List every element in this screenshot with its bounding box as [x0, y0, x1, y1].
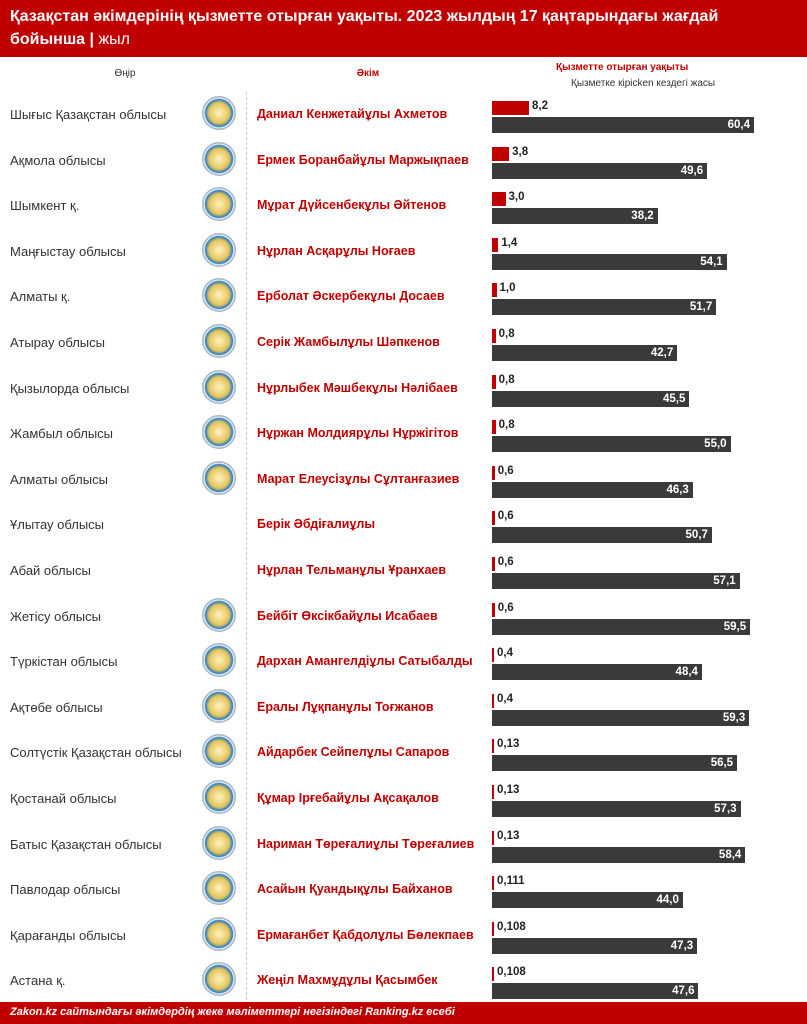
region-label: Шығыс Қазақстан облысы [10, 107, 167, 122]
tenure-bar [492, 785, 494, 799]
region-label: Солтүстік Қазақстан облысы [10, 745, 182, 761]
chart-row [0, 548, 807, 594]
region-label: Ақмола облысы [10, 152, 106, 168]
tenure-value-label: 0,13 [497, 784, 520, 796]
region-emblem-icon [202, 187, 236, 221]
tenure-bar [492, 192, 506, 206]
chart-row [0, 92, 807, 138]
tenure-bar [492, 831, 494, 845]
tenure-value-label: 1,4 [501, 236, 518, 249]
region-label: Алматы қ. [10, 289, 71, 305]
region-label: Ақтөбе облысы [10, 699, 103, 715]
region-label: Маңғыстау облысы [10, 243, 126, 259]
region-label: Шымкент қ. [10, 198, 80, 214]
tenure-value-label: 3,0 [508, 191, 525, 204]
age-value-label: 58,4 [718, 848, 742, 861]
region-column-header: Өңір [114, 68, 136, 79]
region-label: Батыс Қазақстан облысы [10, 836, 162, 852]
age-value-label: 38,2 [631, 210, 654, 223]
tenure-bar [492, 922, 494, 936]
region-emblem-icon [202, 461, 236, 495]
chart-row [0, 594, 807, 640]
region-label: Қостанай облысы [10, 791, 117, 806]
tenure-value-label: 0,8 [498, 373, 515, 386]
age-value-label: 50,7 [685, 529, 708, 542]
age-value-label: 49,6 [680, 164, 704, 177]
age-value-label: 47,3 [670, 939, 694, 952]
chart-row [0, 502, 807, 548]
chart-row [0, 913, 807, 959]
region-label: Абай облысы [10, 563, 91, 578]
region-emblem-icon [202, 826, 236, 860]
region-label: Павлодар облысы [10, 882, 121, 898]
region-emblem-icon [202, 96, 236, 130]
akim-name: Асайын Қуандықұлы Байханов [257, 882, 453, 897]
region-label: Ұлытау облысы [10, 517, 105, 533]
chart-row [0, 958, 807, 1004]
age-value-label: 45,5 [662, 392, 686, 405]
akim-name: Ермағанбет Қабдолұлы Бөлекпаев [257, 927, 474, 942]
region-emblem-icon [202, 917, 236, 951]
tenure-bar [492, 694, 494, 708]
region-label: Қарағанды облысы [10, 927, 126, 943]
region-emblem-icon [202, 780, 236, 814]
title-separator: | [85, 31, 99, 48]
tenure-value-label: 0,13 [497, 829, 520, 842]
tenure-value-label: 0,108 [497, 920, 526, 933]
akim-column-header: Әкім [356, 68, 380, 79]
chart-row [0, 730, 807, 776]
tenure-bar [492, 375, 496, 389]
tenure-bar [492, 283, 497, 297]
akim-name: Айдарбек Сейпелұлы Сапаров [257, 745, 450, 760]
tenure-value-label: 3,8 [512, 145, 529, 158]
age-series-header: Қызметке кірісken кездегі жасы [571, 78, 716, 89]
tenure-value-label: 0,111 [497, 875, 525, 888]
chart-title-bar [0, 0, 807, 57]
chart-row [0, 457, 807, 503]
tenure-bar [492, 603, 495, 617]
age-value-label: 59,5 [723, 620, 747, 633]
tenure-value-label: 0,4 [497, 647, 513, 660]
region-emblem-icon [202, 324, 236, 358]
chart-title: Қазақстан әкімдерінің қызметте отырған уақыты. 2023 жылдың 17 қаңтарындағы жағдай бойынша [10, 8, 719, 48]
region-label: Қызылорда облысы [10, 380, 130, 396]
chart-unit: жыл [98, 31, 130, 48]
age-value-label: 56,5 [710, 757, 734, 770]
tenure-bar [492, 466, 495, 480]
akim-name: Ермек Боранбайұлы Маржықпаев [257, 152, 469, 167]
region-label: Алматы облысы [10, 471, 108, 487]
region-label: Атырау облысы [10, 335, 105, 350]
akim-name: Серік Жамбылұлы Шәпкенов [257, 335, 440, 349]
tenure-bar [492, 101, 529, 115]
age-value-label: 46,3 [666, 483, 689, 496]
region-emblem-icon [202, 598, 236, 632]
age-value-label: 42,7 [650, 347, 674, 359]
akim-name: Нұрлыбек Мәшбекұлы Нәлібаев [257, 380, 458, 395]
akim-name: Нұрлан Тельманұлы Ұранхаев [257, 563, 447, 577]
tenure-value-label: 0,108 [497, 966, 526, 979]
age-value-label: 57,1 [713, 575, 736, 587]
age-value-label: 54,1 [700, 255, 723, 268]
age-value-label: 47,6 [672, 985, 695, 998]
region-emblem-icon [202, 370, 236, 404]
chart-row [0, 639, 807, 685]
tenure-bar [492, 648, 494, 662]
akim-name: Ералы Лұқпанұлы Тоғжанов [257, 699, 434, 714]
tenure-bar [492, 967, 494, 981]
age-value-label: 59,3 [722, 711, 746, 724]
tenure-series-header: Қызметте отырған уақыты [556, 62, 689, 73]
region-label: Жетісу облысы [10, 608, 101, 624]
region-emblem-icon [202, 278, 236, 312]
chart-row [0, 183, 807, 229]
region-emblem-icon [202, 415, 236, 449]
tenure-value-label: 0,6 [497, 556, 514, 568]
tenure-bar [492, 511, 495, 525]
chart-row [0, 320, 807, 366]
tenure-bar [492, 739, 494, 753]
akim-name: Мұрат Дүйсенбекұлы Әйтенов [257, 198, 447, 213]
chart-row [0, 776, 807, 822]
region-label: Жамбыл облысы [10, 426, 114, 442]
tenure-value-label: 0,4 [497, 692, 513, 705]
tenure-value-label: 0,6 [497, 464, 514, 477]
akim-name: Даниал Кенжетайұлы Ахметов [257, 107, 448, 121]
region-emblem-icon [202, 643, 236, 677]
akim-name: Дархан Амангелдіұлы Сатыбалды [257, 654, 473, 669]
age-value-label: 57,3 [714, 803, 737, 815]
tenure-bar [492, 876, 494, 890]
tenure-value-label: 1,0 [499, 282, 516, 295]
region-emblem-icon [202, 962, 236, 996]
region-label: Астана қ. [10, 973, 66, 989]
chart-row [0, 366, 807, 412]
tenure-bar [492, 238, 498, 252]
tenure-bar [492, 147, 509, 161]
region-emblem-icon [202, 871, 236, 905]
tenure-bar [492, 329, 496, 343]
age-value-label: 60,4 [727, 119, 750, 131]
akim-name: Марат Елеусізұлы Сұлтанғазиев [257, 471, 460, 486]
age-value-label: 48,4 [675, 666, 698, 679]
tenure-value-label: 0,6 [497, 601, 514, 614]
region-emblem-icon [202, 233, 236, 267]
akim-name: Берік Әбдіғалиұлы [257, 517, 376, 532]
tenure-value-label: 8,2 [532, 100, 548, 112]
chart-row [0, 229, 807, 275]
tenure-bar [492, 420, 496, 434]
region-label: Түркістан облысы [10, 654, 118, 670]
akim-name: Нұржан Молдиярұлы Нұржігітов [257, 426, 459, 441]
age-value-label: 44,0 [656, 894, 679, 907]
region-emblem-icon [202, 142, 236, 176]
tenure-value-label: 0,8 [498, 328, 515, 340]
chart-row [0, 274, 807, 320]
source-footer: Zakon.kz сайтындағы әкімдердің жеке мәліметтері негізіндегі Ranking.kz есебі [0, 1002, 807, 1024]
age-value-label: 51,7 [689, 301, 713, 314]
akim-name: Бейбіт Өксікбайұлы Исабаев [257, 608, 438, 623]
chart-row [0, 867, 807, 913]
akim-name: Нұрлан Асқарұлы Ноғаев [257, 243, 416, 258]
chart-row [0, 685, 807, 731]
region-emblem-icon [202, 689, 236, 723]
chart-row [0, 138, 807, 184]
chart-row [0, 411, 807, 457]
age-value-label: 55,0 [704, 438, 727, 451]
tenure-bar [492, 557, 495, 571]
chart-row [0, 822, 807, 868]
region-emblem-icon [202, 734, 236, 768]
akim-name: Нариман Төреғалиұлы Төреғалиев [257, 836, 475, 851]
akim-name: Құмар Ірғебайұлы Ақсақалов [257, 791, 439, 805]
akim-name: Жеңіл Махмұдұлы Қасымбек [257, 973, 438, 988]
tenure-value-label: 0,8 [498, 419, 515, 432]
tenure-value-label: 0,6 [497, 510, 514, 523]
tenure-value-label: 0,13 [497, 738, 520, 751]
akim-name: Ерболат Әскербекұлы Досаев [257, 289, 445, 304]
